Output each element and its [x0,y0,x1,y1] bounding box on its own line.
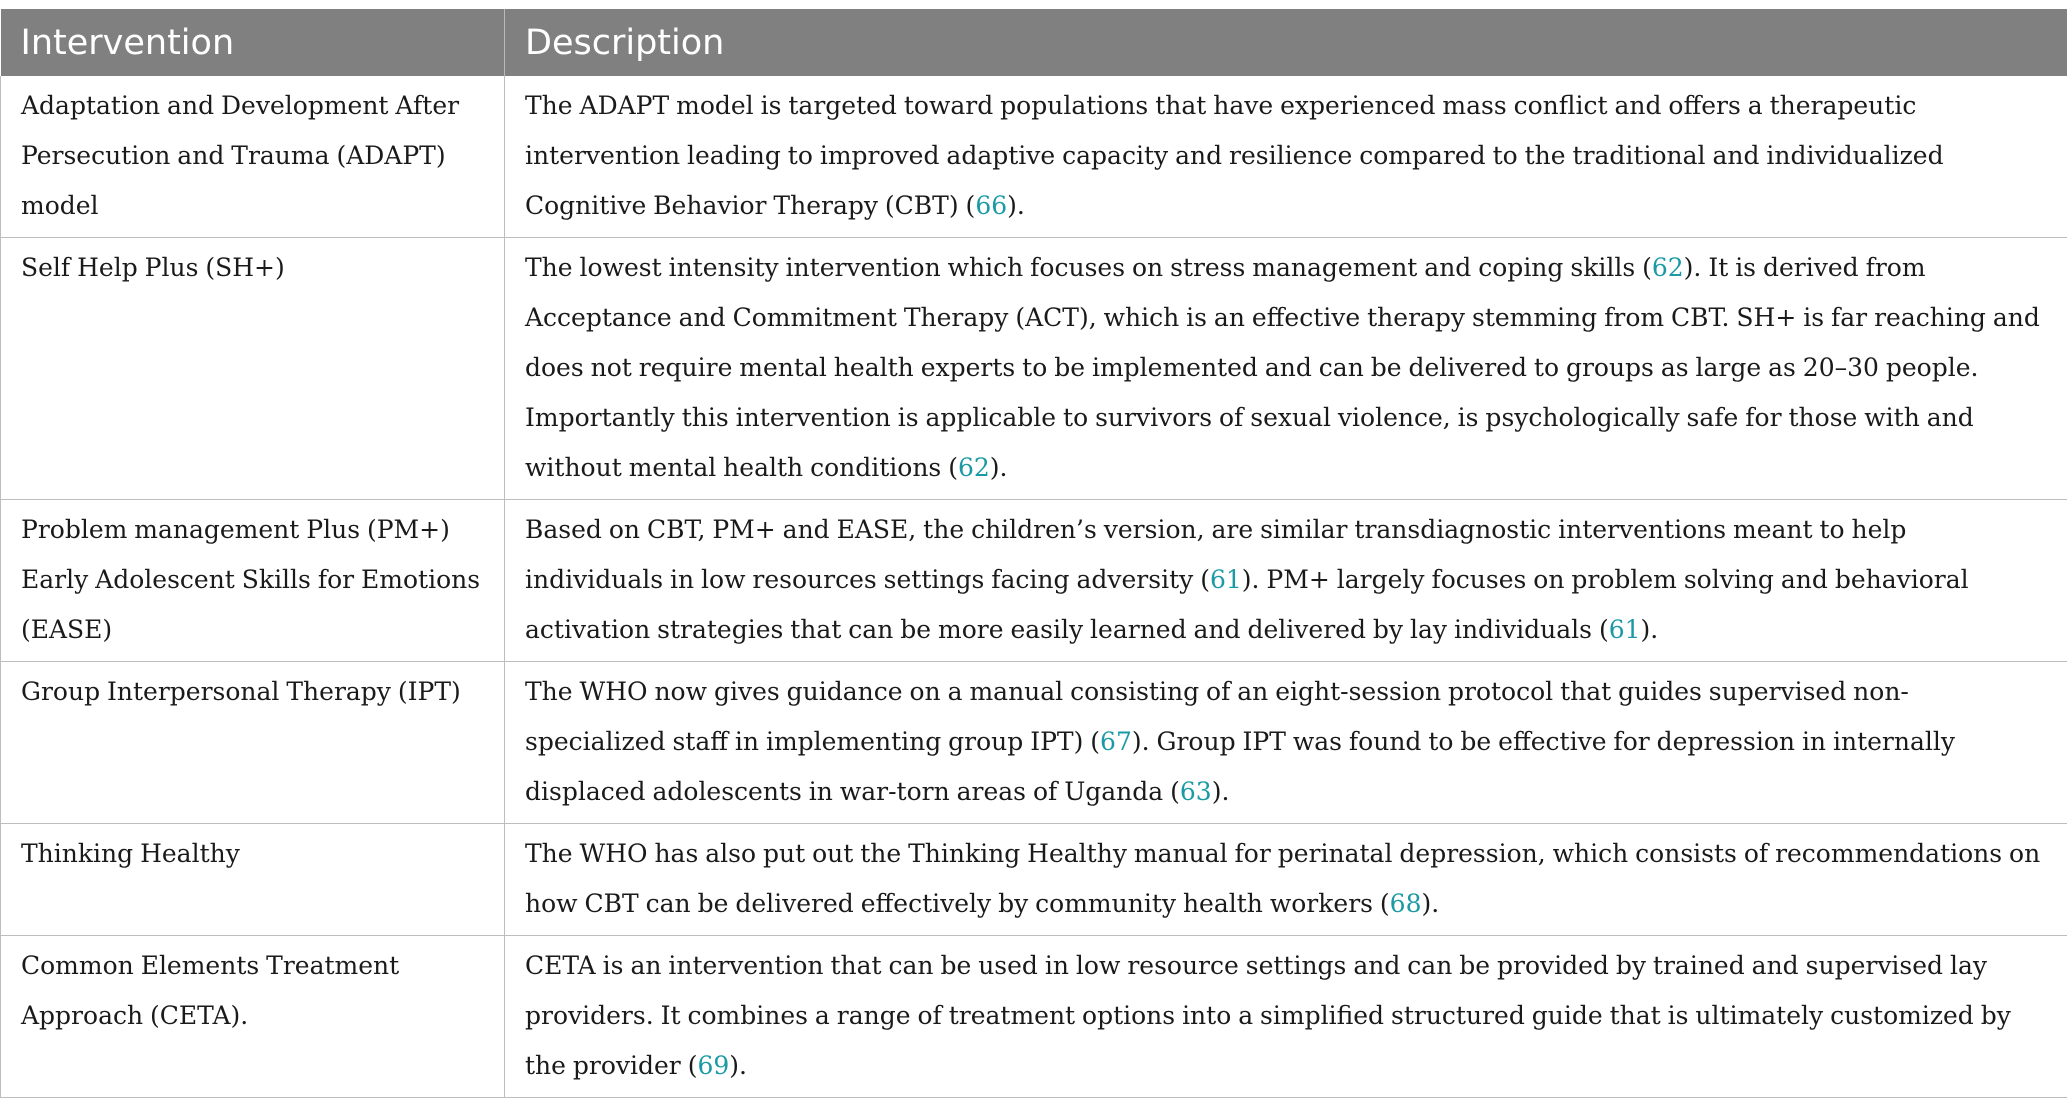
intervention-cell: Adaptation and Development After Persecution and Trauma (ADAPT) model [1,76,505,238]
description-text: ). [1007,191,1025,220]
description-text: ). PM+ largely focuses on problem solving and behavioral activation strategies that can be more easily learned and delivered by lay individuals ( [525,565,1969,644]
description-cell [505,936,2067,1098]
reference-link[interactable]: 67 [1100,727,1132,756]
intervention-cell: Common Elements Treatment Approach (CETA). [1,936,505,1098]
header-description: Description [505,9,2067,76]
description-text: CETA is an intervention that can be used in low resource settings and can be provided by trained and supervised lay providers. It combines a range of treatment options into a simplified structured guide that is ultimately customized by the provider ( [525,951,2011,1080]
description-cell [505,824,2067,936]
description-text: ). [729,1051,747,1080]
description-text: ). [1641,615,1659,644]
reference-link[interactable]: 66 [975,191,1007,220]
table-row [1,824,2067,936]
description-cell [505,662,2067,824]
interventions-table-container [0,9,2067,1098]
description-text: ). [990,453,1008,482]
intervention-cell: Thinking Healthy [1,824,505,936]
header-row [1,9,2067,76]
description-text: ). [1212,777,1230,806]
description-text: ). Group IPT was found to be effective for depression in internally displaced adolescents in war-torn areas of Uganda ( [525,727,1955,806]
reference-link[interactable]: 69 [697,1051,729,1080]
reference-link[interactable]: 61 [1609,615,1641,644]
reference-link[interactable]: 62 [958,453,990,482]
table-row [1,238,2067,500]
header-intervention: Intervention [1,9,505,76]
table-row [1,76,2067,238]
description-text: Based on CBT, PM+ and EASE, the children’s version, are similar transdiagnostic interventions meant to help individuals in low resources settings facing adversity ( [525,515,1906,594]
reference-link[interactable]: 68 [1390,889,1422,918]
description-cell [505,238,2067,500]
table-header [1,9,2067,76]
description-text: ). [1421,889,1439,918]
intervention-cell: Problem management Plus (PM+) Early Adolescent Skills for Emotions (EASE) [1,500,505,662]
reference-link[interactable]: 63 [1180,777,1212,806]
description-cell [505,76,2067,238]
table-row [1,500,2067,662]
description-text: The lowest intensity intervention which focuses on stress management and coping skills ( [525,253,1652,282]
intervention-cell: Group Interpersonal Therapy (IPT) [1,662,505,824]
description-text: The WHO has also put out the Thinking Healthy manual for perinatal depression, which consists of recommendations on how CBT can be delivered effectively by community health workers ( [525,839,2040,918]
description-cell [505,500,2067,662]
description-text: The ADAPT model is targeted toward populations that have experienced mass conflict and offers a therapeutic intervention leading to improved adaptive capacity and resilience compared to the traditional and individualized Cognitive Behavior Therapy (CBT) ( [525,91,1944,220]
reference-link[interactable]: 62 [1652,253,1684,282]
description-text: ). It is derived from Acceptance and Commitment Therapy (ACT), which is an effective therapy stemming from CBT. SH+ is far reaching and does not require mental health experts to be implemented and can be delivered to groups as large as 20–30 people. Importantly this intervention is applicable to survivors of sexual violence, is psychologically safe for those with and without mental health conditions ( [525,253,2040,482]
intervention-cell: Self Help Plus (SH+) [1,238,505,500]
table-row [1,936,2067,1098]
description-text: The WHO now gives guidance on a manual consisting of an eight-session protocol that guides supervised non-specialized staff in implementing group IPT) ( [525,677,1909,756]
table-row [1,662,2067,824]
interventions-table [0,9,2067,1098]
table-body [1,76,2067,1098]
reference-link[interactable]: 61 [1210,565,1242,594]
